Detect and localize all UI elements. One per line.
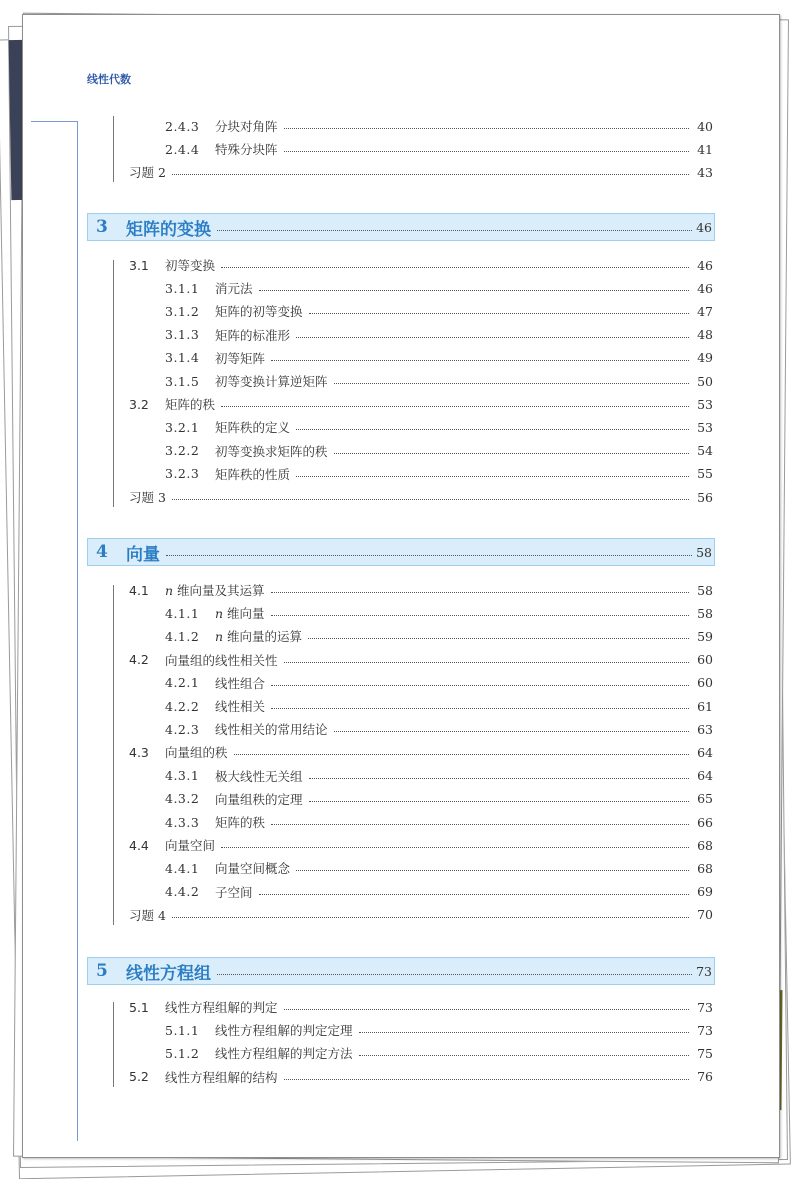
toc-subsection[interactable] — [165, 674, 713, 692]
toc-page-number: 43 — [697, 164, 713, 180]
toc-number: 4.2.3 — [165, 721, 200, 737]
leader-dots — [172, 498, 689, 500]
toc-page-number: 64 — [697, 744, 713, 760]
toc-title: 初等变换计算逆矩阵 — [215, 374, 328, 389]
chapter-title: 向量 — [126, 544, 160, 565]
toc-number: 3.2.3 — [165, 466, 200, 482]
toc-number: 5.1.1 — [165, 1022, 200, 1038]
toc-number: 4.3.1 — [165, 768, 200, 784]
toc-subsection[interactable] — [165, 465, 713, 483]
toc-page-number: 53 — [697, 396, 713, 412]
toc-page-number: 63 — [697, 721, 713, 737]
leader-dots — [296, 475, 689, 477]
toc-page-number: 69 — [697, 884, 713, 900]
toc-title: 向量空间 — [165, 838, 216, 854]
leader-dots — [172, 173, 689, 175]
toc-subsection[interactable] — [165, 442, 713, 460]
leader-dots — [217, 230, 692, 231]
toc-subsection[interactable] — [165, 604, 713, 622]
toc-exercises[interactable] — [129, 488, 713, 506]
toc-page-number: 66 — [697, 814, 713, 830]
leader-dots — [271, 684, 689, 686]
toc-title — [165, 581, 265, 599]
toc-title: 初等变换求矩阵的秩 — [215, 443, 328, 459]
chapter-number: 5 — [96, 961, 108, 981]
toc-number: 4.2.2 — [165, 698, 200, 714]
leader-dots — [309, 312, 689, 314]
toc-page-number: 64 — [697, 768, 713, 784]
section-bracket — [113, 585, 114, 925]
toc-subsection[interactable] — [165, 883, 713, 901]
toc-subsection[interactable] — [165, 302, 713, 320]
toc-subsection[interactable] — [165, 326, 713, 344]
toc-section[interactable] — [129, 256, 713, 274]
toc-title: 向量组秩的定理 — [215, 791, 303, 807]
toc-subsection[interactable] — [165, 279, 713, 297]
toc-title: 习题 3 — [129, 490, 166, 505]
leader-dots — [284, 1008, 689, 1010]
toc-page-number: 49 — [697, 350, 713, 366]
leader-dots — [217, 974, 692, 975]
toc-title: 习题 2 — [129, 165, 166, 181]
toc-subsection[interactable] — [165, 418, 713, 436]
toc-title: 线性组合 — [215, 675, 266, 691]
toc-page-number: 47 — [697, 303, 713, 319]
toc-section[interactable] — [129, 395, 713, 413]
toc-title — [215, 604, 265, 622]
section-bracket — [113, 116, 114, 182]
toc-title: 矩阵秩的性质 — [215, 466, 291, 482]
section-bracket — [113, 1002, 114, 1087]
toc-number: 4.4.2 — [165, 884, 200, 900]
toc-number: 3.2.2 — [165, 443, 200, 459]
toc-page-number: 46 — [697, 257, 713, 273]
side-rule — [77, 121, 78, 1141]
toc-number: 3.1.2 — [165, 303, 200, 319]
toc-page-number: 60 — [697, 675, 713, 691]
toc-page-number: 73 — [697, 1022, 713, 1038]
toc-page-number: 53 — [697, 419, 713, 435]
toc-section[interactable] — [129, 1068, 713, 1086]
toc-page-number: 58 — [697, 605, 713, 621]
toc-page-number: 65 — [697, 791, 713, 807]
toc-subsection[interactable] — [165, 790, 713, 808]
toc-page-number: 40 — [697, 118, 713, 134]
toc-number: 4.1.1 — [165, 605, 200, 621]
toc-number: 4.3 — [129, 744, 149, 760]
toc-subsection[interactable] — [165, 117, 713, 135]
toc-page-number: 50 — [697, 373, 713, 389]
leader-dots — [271, 707, 689, 709]
toc-page-number: 70 — [697, 907, 713, 923]
leader-dots — [334, 730, 689, 732]
chapter-title: 线性方程组 — [126, 963, 211, 984]
running-head: 线性代数 — [87, 73, 131, 86]
toc-number: 2.4.3 — [165, 118, 200, 134]
toc-number: 3.2.1 — [165, 419, 200, 435]
toc-subsection[interactable] — [165, 349, 713, 367]
toc-title: 初等变换 — [165, 258, 216, 273]
toc-number: 5.1 — [129, 999, 149, 1015]
toc-title: 习题 4 — [129, 907, 166, 923]
chapter-heading[interactable] — [87, 957, 715, 985]
italic-variable: n — [165, 583, 174, 598]
toc-page-number: 68 — [697, 860, 713, 876]
toc-page-number: 73 — [697, 999, 713, 1015]
toc-subsection[interactable] — [165, 627, 713, 645]
leader-dots — [221, 266, 689, 268]
leader-dots — [334, 382, 689, 384]
leader-dots — [271, 359, 689, 361]
toc-title: 初等矩阵 — [215, 350, 266, 366]
toc-title: 线性方程组解的判定 — [165, 1000, 278, 1015]
toc-page-number: 61 — [697, 698, 713, 714]
toc-number: 4.2.1 — [165, 675, 200, 691]
toc-page-number: 55 — [697, 466, 713, 482]
leader-dots — [296, 336, 689, 338]
toc-title: 消元法 — [215, 281, 253, 297]
toc-title: 向量组的秩 — [165, 745, 228, 761]
toc-subsection[interactable] — [165, 140, 713, 158]
toc-title: 线性方程组解的判定方法 — [215, 1046, 353, 1062]
toc-number: 3.1.3 — [165, 327, 200, 343]
leader-dots — [259, 893, 689, 895]
toc-page-number: 68 — [697, 837, 713, 853]
section-bracket — [113, 260, 114, 507]
chapter-number: 3 — [96, 217, 108, 237]
toc-number: 3.1.5 — [165, 373, 200, 389]
leader-dots — [172, 916, 689, 918]
leader-dots — [271, 591, 689, 593]
toc-title: 向量组的线性相关性 — [165, 652, 278, 668]
toc-number: 3.1 — [129, 257, 149, 273]
toc-section[interactable] — [129, 581, 713, 599]
chapter-number: 4 — [96, 542, 108, 562]
toc-number: 2.4.4 — [165, 141, 200, 157]
leader-dots — [309, 800, 689, 802]
toc-page-number: 59 — [697, 628, 713, 644]
leader-dots — [334, 452, 689, 454]
toc-subsection[interactable] — [165, 697, 713, 715]
leader-dots — [221, 846, 689, 848]
toc-number: 4.3.2 — [165, 791, 200, 807]
toc-subsection[interactable] — [165, 767, 713, 785]
leader-dots — [166, 555, 692, 556]
toc-number: 4.3.3 — [165, 814, 200, 830]
chapter-heading[interactable] — [87, 213, 715, 241]
toc-page — [22, 14, 780, 1158]
toc-page-number: 56 — [697, 489, 713, 505]
leader-dots — [309, 777, 689, 779]
toc-section[interactable] — [129, 998, 713, 1016]
toc-title-text: 维向量 — [223, 606, 265, 622]
toc-number: 3.1.4 — [165, 350, 200, 366]
toc-number: 5.1.2 — [165, 1045, 200, 1061]
toc-number: 3.1.1 — [165, 280, 200, 296]
toc-subsection[interactable] — [165, 1044, 713, 1062]
toc-number: 4.1 — [129, 582, 149, 598]
leader-dots — [221, 405, 689, 407]
toc-subsection[interactable] — [165, 859, 713, 877]
leader-dots — [234, 753, 689, 755]
chapter-heading[interactable] — [87, 538, 715, 566]
toc-title: 矩阵秩的定义 — [215, 420, 291, 436]
toc-title: 特殊分块阵 — [215, 142, 278, 158]
leader-dots — [308, 637, 689, 639]
toc-page-number: 76 — [697, 1069, 713, 1085]
italic-variable: n — [215, 606, 224, 622]
leader-dots — [284, 1078, 689, 1080]
toc-section[interactable] — [129, 836, 713, 854]
leader-dots — [284, 661, 689, 663]
toc-number: 3.2 — [129, 396, 149, 412]
toc-title: 矩阵的初等变换 — [215, 304, 303, 320]
toc-title: 分块对角阵 — [215, 119, 278, 134]
toc-title: 子空间 — [215, 884, 253, 900]
toc-title: 线性相关的常用结论 — [215, 722, 328, 738]
toc-page-number: 75 — [697, 1045, 713, 1061]
leader-dots — [284, 127, 689, 129]
toc-subsection[interactable] — [165, 813, 713, 831]
toc-number: 4.4.1 — [165, 860, 200, 876]
toc-number: 5.2 — [129, 1069, 149, 1085]
toc-page-number: 54 — [697, 443, 713, 459]
toc-page-number: 60 — [697, 652, 713, 668]
leader-dots — [359, 1031, 689, 1033]
toc-subsection[interactable] — [165, 1021, 713, 1039]
leader-dots — [296, 869, 689, 871]
chapter-page-number: 73 — [696, 963, 712, 979]
side-tab-rule — [31, 121, 77, 122]
toc-title — [215, 627, 302, 645]
leader-dots — [359, 1054, 689, 1056]
chapter-page-number: 46 — [696, 219, 712, 235]
toc-exercises[interactable] — [129, 906, 713, 924]
toc-section[interactable] — [129, 743, 713, 761]
leader-dots — [284, 150, 689, 152]
toc-section[interactable] — [129, 651, 713, 669]
toc-number: 4.2 — [129, 652, 149, 668]
toc-title: 线性方程组解的结构 — [165, 1069, 278, 1085]
toc-title-text: 维向量及其运算 — [173, 583, 265, 598]
toc-title: 矩阵的秩 — [215, 815, 266, 830]
toc-title: 线性方程组解的判定定理 — [215, 1023, 353, 1039]
toc-title: 矩阵的标准形 — [215, 327, 291, 343]
toc-title: 极大线性无关组 — [215, 768, 303, 784]
chapter-title: 矩阵的变换 — [126, 219, 211, 240]
toc-page-number: 48 — [697, 327, 713, 343]
toc-title: 向量空间概念 — [215, 861, 291, 877]
toc-number: 4.4 — [129, 837, 149, 853]
toc-title-text: 维向量的运算 — [223, 629, 303, 645]
toc-title: 矩阵的秩 — [165, 397, 216, 413]
toc-subsection[interactable] — [165, 720, 713, 738]
italic-variable: n — [215, 629, 224, 645]
toc-title: 线性相关 — [215, 699, 266, 714]
leader-dots — [271, 614, 689, 616]
toc-subsection[interactable] — [165, 372, 713, 390]
leader-dots — [259, 289, 689, 291]
leader-dots — [296, 428, 689, 430]
leader-dots — [271, 823, 689, 825]
toc-page-number: 41 — [697, 141, 713, 157]
toc-page-number: 46 — [697, 280, 713, 296]
chapter-page-number: 58 — [696, 544, 712, 560]
toc-page-number: 58 — [697, 582, 713, 598]
toc-number: 4.1.2 — [165, 628, 200, 644]
toc-exercises[interactable] — [129, 163, 713, 181]
